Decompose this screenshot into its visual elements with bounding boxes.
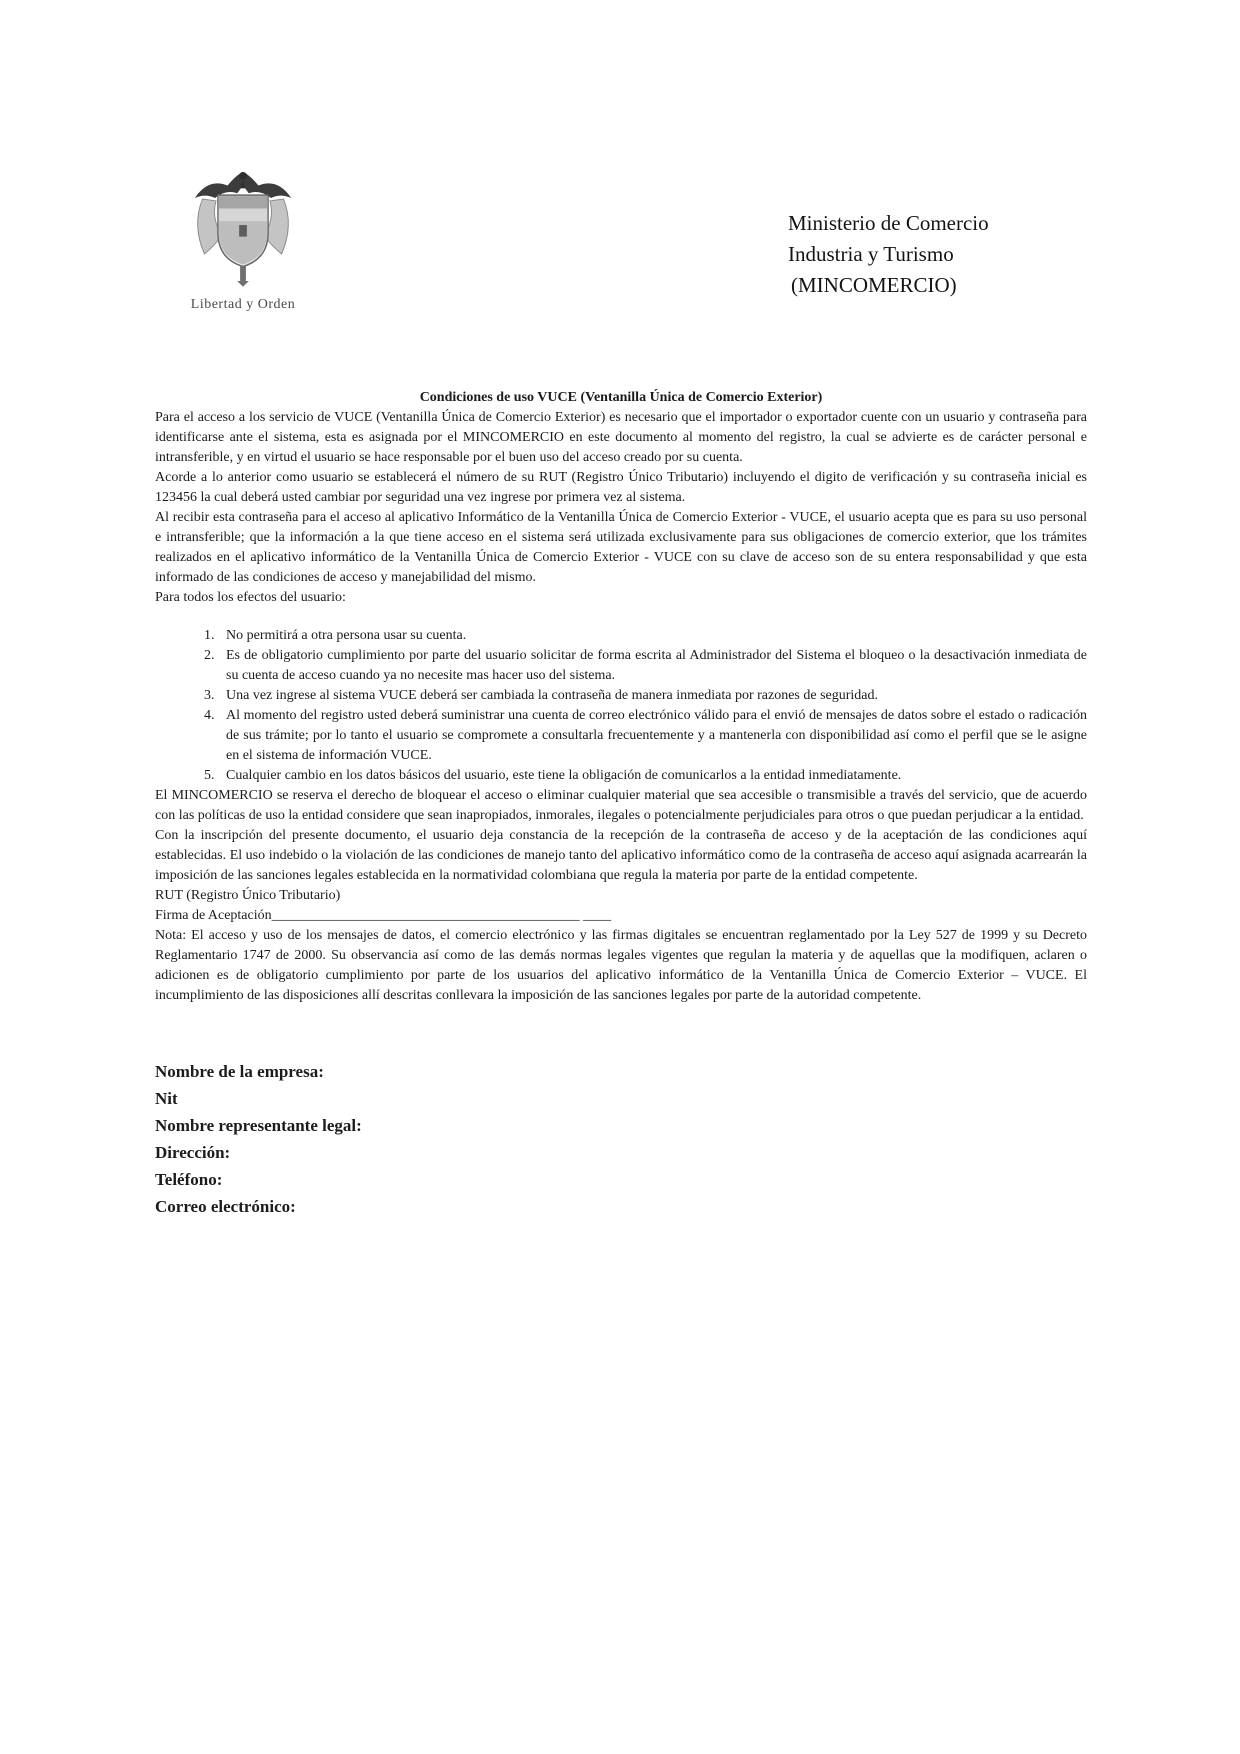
- signature-blank-line: ____________________________________________ ____: [271, 908, 612, 923]
- logo-caption: Libertad y Orden: [190, 297, 296, 312]
- list-item: 3. Una vez ingrese al sistema VUCE deberá ser cambiada la contraseña de manera inmediata por razones de seguridad.: [218, 686, 1087, 706]
- list-intro: Para todos los efectos del usuario:: [155, 590, 346, 605]
- field-label-company-name: Nombre de la empresa:: [155, 1062, 324, 1081]
- ministry-line-2: Industria y Turismo: [788, 242, 954, 266]
- paragraph-mincomercio-rights: El MINCOMERCIO se reserva el derecho de bloquear el acceso o eliminar cualquier material que sea accesible o transmisible a través del servicio, que de acuerdo con las políticas de uso la entidad considere que sean inapropiados, inmorales, ilegales o potencialmente perjudiciales para otros o que puedan perjudicar a la entidad.: [155, 788, 1087, 823]
- ministry-header: [788, 208, 989, 301]
- signature-row: [155, 906, 1087, 926]
- user-conditions-list: [155, 626, 1087, 786]
- rut-label: RUT (Registro Único Tributario): [155, 888, 341, 903]
- list-item: 2. Es de obligatorio cumplimiento por parte del usuario solicitar de forma escrita al Administrador del Sistema el bloqueo o la desactivación inmediata de su cuenta de acceso cuando ya no necesite mas hacer uso del sistema.: [218, 646, 1087, 686]
- document-title: Condiciones de uso VUCE (Ventanilla Única de Comercio Exterior): [419, 390, 823, 405]
- paragraph-access: Para el acceso a los servicio de VUCE (Ventanilla Única de Comercio Exterior) es necesario que el importador o exportador cuente con un usuario y contraseña para identificarse ante el sistema, esta es asignada por el MINCOMERCIO en este documento al momento del registro, la cual se advierte es de carácter personal e intransferible, y en virtud el usuario se hace responsable por el buen uso del acceso creado por su cuenta.: [155, 410, 1087, 465]
- logo-block: [178, 165, 308, 313]
- paragraph-inscription: Con la inscripción del presente documento, el usuario deja constancia de la recepción de la contraseña de acceso y de la aceptación de las condiciones aquí establecidas. El uso indebido o la violación de las condiciones de manejo tanto del aplicativo informático como de la contraseña de acceso aquí asignada acarrearán la imposición de las sanciones legales establecida en la normatividad colombiana que regula la materia por parte de la entidad competente.: [155, 828, 1087, 883]
- paragraph-password-terms: Al recibir esta contraseña para el acceso al aplicativo Informático de la Ventanilla Única de Comercio Exterior - VUCE, el usuario acepta que es para su uso personal e intransferible; que la información a la que tiene acceso en el sistema será utilizada exclusivamente para sus obligaciones de comercio exterior, que los trámites realizados en el aplicativo informático de la Ventanilla Única de Comercio Exterior - VUCE con su clave de acceso son de su entera responsabilidad y que esta informado de las condiciones de acceso y manejabilidad del mismo.: [155, 510, 1087, 585]
- field-label-nit: Nit: [155, 1089, 178, 1108]
- ministry-line-1: Ministerio de Comercio: [788, 211, 989, 235]
- field-label-legal-representative: Nombre representante legal:: [155, 1116, 362, 1135]
- field-label-email: Correo electrónico:: [155, 1197, 296, 1216]
- document-body: [155, 388, 1087, 1220]
- paragraph-rut-password: Acorde a lo anterior como usuario se establecerá el número de su RUT (Registro Único Tributario) incluyendo el digito de verificación y su contraseña inicial es 123456 la cual deberá usted cambiar por seguridad una vez ingrese por primera vez al sistema.: [155, 470, 1087, 505]
- list-item: 1. No permitirá a otra persona usar su cuenta.: [218, 626, 1087, 646]
- ministry-line-3: (MINCOMERCIO): [791, 273, 957, 297]
- list-item: 5. Cualquier cambio en los datos básicos del usuario, este tiene la obligación de comunicarlos a la entidad inmediatamente.: [218, 766, 1087, 786]
- legal-note: Nota: El acceso y uso de los mensajes de datos, el comercio electrónico y las firmas digitales se encuentran reglamentado por la Ley 527 de 1999 y su Decreto Reglamentario 1747 de 2000. Su observancia así como de las demás normas legales vigentes que regulan la materia y de aquellas que la modifiquen, aclaren o adicionen es de obligatorio cumplimiento por parte de los usuarios del aplicativo informático de la Ventanilla Única de Comercio Exterior – VUCE. El incumplimiento de las disposiciones allí descritas conllevara la imposición de las sanciones legales por parte de la autoridad competente.: [155, 928, 1087, 1003]
- field-label-address: Dirección:: [155, 1143, 231, 1162]
- field-label-phone: Teléfono:: [155, 1170, 223, 1189]
- list-item: 4. Al momento del registro usted deberá suministrar una cuenta de correo electrónico válido para el envió de mensajes de datos sobre el estado o radicación de sus trámite; por lo tanto el usuario se compromete a consultarla frecuentemente y a mantenerla con disponibilidad así como el perfil que se le asigne en el sistema de información VUCE.: [218, 706, 1087, 766]
- signature-label: Firma de Aceptación: [155, 908, 272, 923]
- company-fields: [155, 1058, 1087, 1220]
- colombia-coat-of-arms-icon: [189, 274, 297, 291]
